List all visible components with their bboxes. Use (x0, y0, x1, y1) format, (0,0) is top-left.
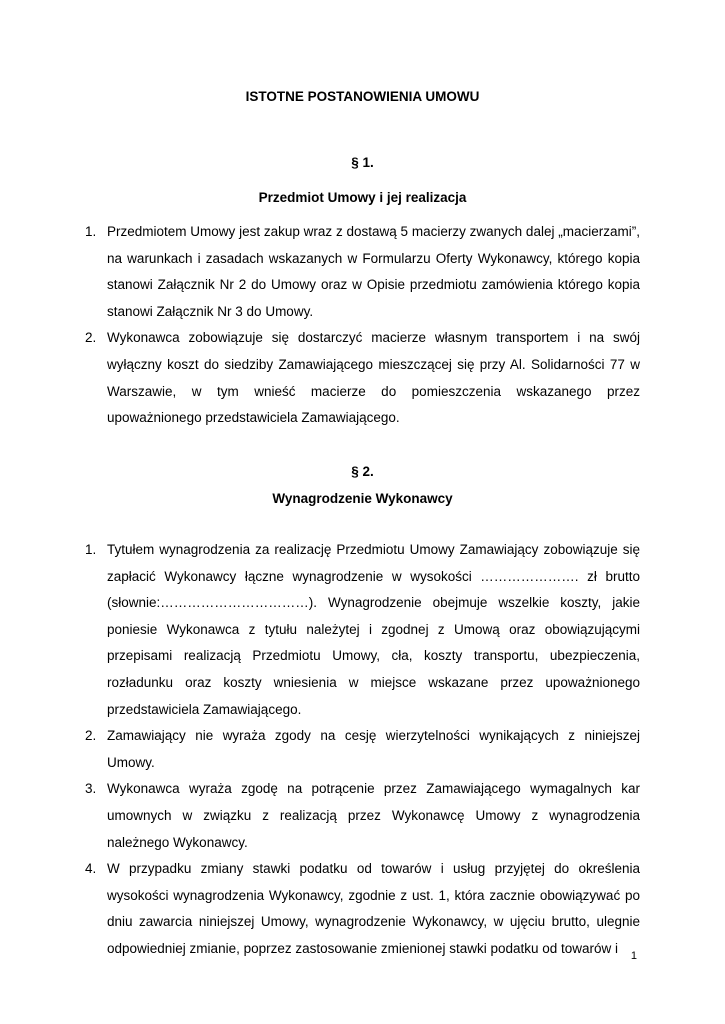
section-2-number: § 2. (351, 464, 374, 479)
list-item-number: 3. (85, 781, 97, 797)
list-item-text: Wykonawca wyraża zgodę na potrącenie przez Zamawiającego wymagalnych kar umownych w związku z realizacją przez Wykonawcę Umowy z wynagrodzenia należnego Wykonawcy. (107, 781, 640, 850)
list-item-number: 1. (85, 542, 97, 557)
list-item-number: 2. (85, 330, 97, 346)
section-2-list (85, 537, 640, 963)
list-item-text: Przedmiotem Umowy jest zakup wraz z dostawą 5 macierzy zwanych dalej „macierzami”, na warunkach i zasadach wskazanych w Formularzu Oferty Wykonawcy, którego kopia stanowi Załącznik Nr 2 do Umowy oraz w Opisie przedmiotu zamówienia którego kopia stanowi Załącznik Nr 3 do Umowy. (107, 224, 640, 319)
list-item-text: Zamawiający nie wyraża zgody na cesję wierzytelności wynikających z niniejszej Umowy. (107, 728, 640, 770)
list-item (85, 219, 640, 325)
list-item (85, 537, 640, 723)
page-number: 1 (630, 950, 637, 962)
section-1-number: § 1. (351, 155, 374, 170)
section-1-list (85, 219, 640, 432)
section-1-heading: Przedmiot Umowy i jej realizacja (258, 190, 467, 205)
list-item (85, 723, 640, 776)
list-item (85, 325, 640, 431)
list-item (85, 856, 640, 962)
list-item-number: 4. (85, 861, 97, 877)
list-item-text: Wykonawca zobowiązuje się dostarczyć macierze własnym transportem i na swój wyłączny koszt do siedziby Zamawiającego mieszczącej się przy Al. Solidarności 77 w Warszawie, w tym wnieść macierze do pomieszczenia wskazanego przez upoważnionego przedstawiciela Zamawiającego. (107, 330, 640, 426)
document-title: ISTOTNE POSTANOWIENIA UMOWU (245, 89, 480, 104)
list-item-number: 1. (85, 224, 97, 239)
list-item (85, 776, 640, 856)
section-2-heading: Wynagrodzenie Wykonawcy (272, 491, 453, 506)
list-item-number: 2. (85, 728, 97, 744)
list-item-text: Tytułem wynagrodzenia za realizację Przedmiotu Umowy Zamawiający zobowiązuje się zapłacić Wykonawcy łączne wynagrodzenie w wysokości …………………. zł brutto (słownie:……………………………). Wynagrodzenie obejmuje wszelkie koszty, jakie poniesie Wykonawca z tytułu należytej i zgodnej z Umową oraz obowiązującymi przepisami realizacją Przedmiotu Umowy, cła, koszty transportu, ubezpieczenia, rozładunku oraz koszty wniesienia w miejsce wskazane przez upoważnionego przedstawiciela Zamawiającego. (107, 542, 640, 717)
list-item-text: W przypadku zmiany stawki podatku od towarów i usług przyjętej do określenia wysokości wynagrodzenia Wykonawcy, zgodnie z ust. 1, która zacznie obowiązywać po dniu zawarcia niniejszej Umowy, wynagrodzenie Wykonawcy, w ujęciu brutto, ulegnie odpowiedniej zmianie, poprzez zastosowanie zmienionej stawki podatku od towarów i (107, 861, 640, 956)
